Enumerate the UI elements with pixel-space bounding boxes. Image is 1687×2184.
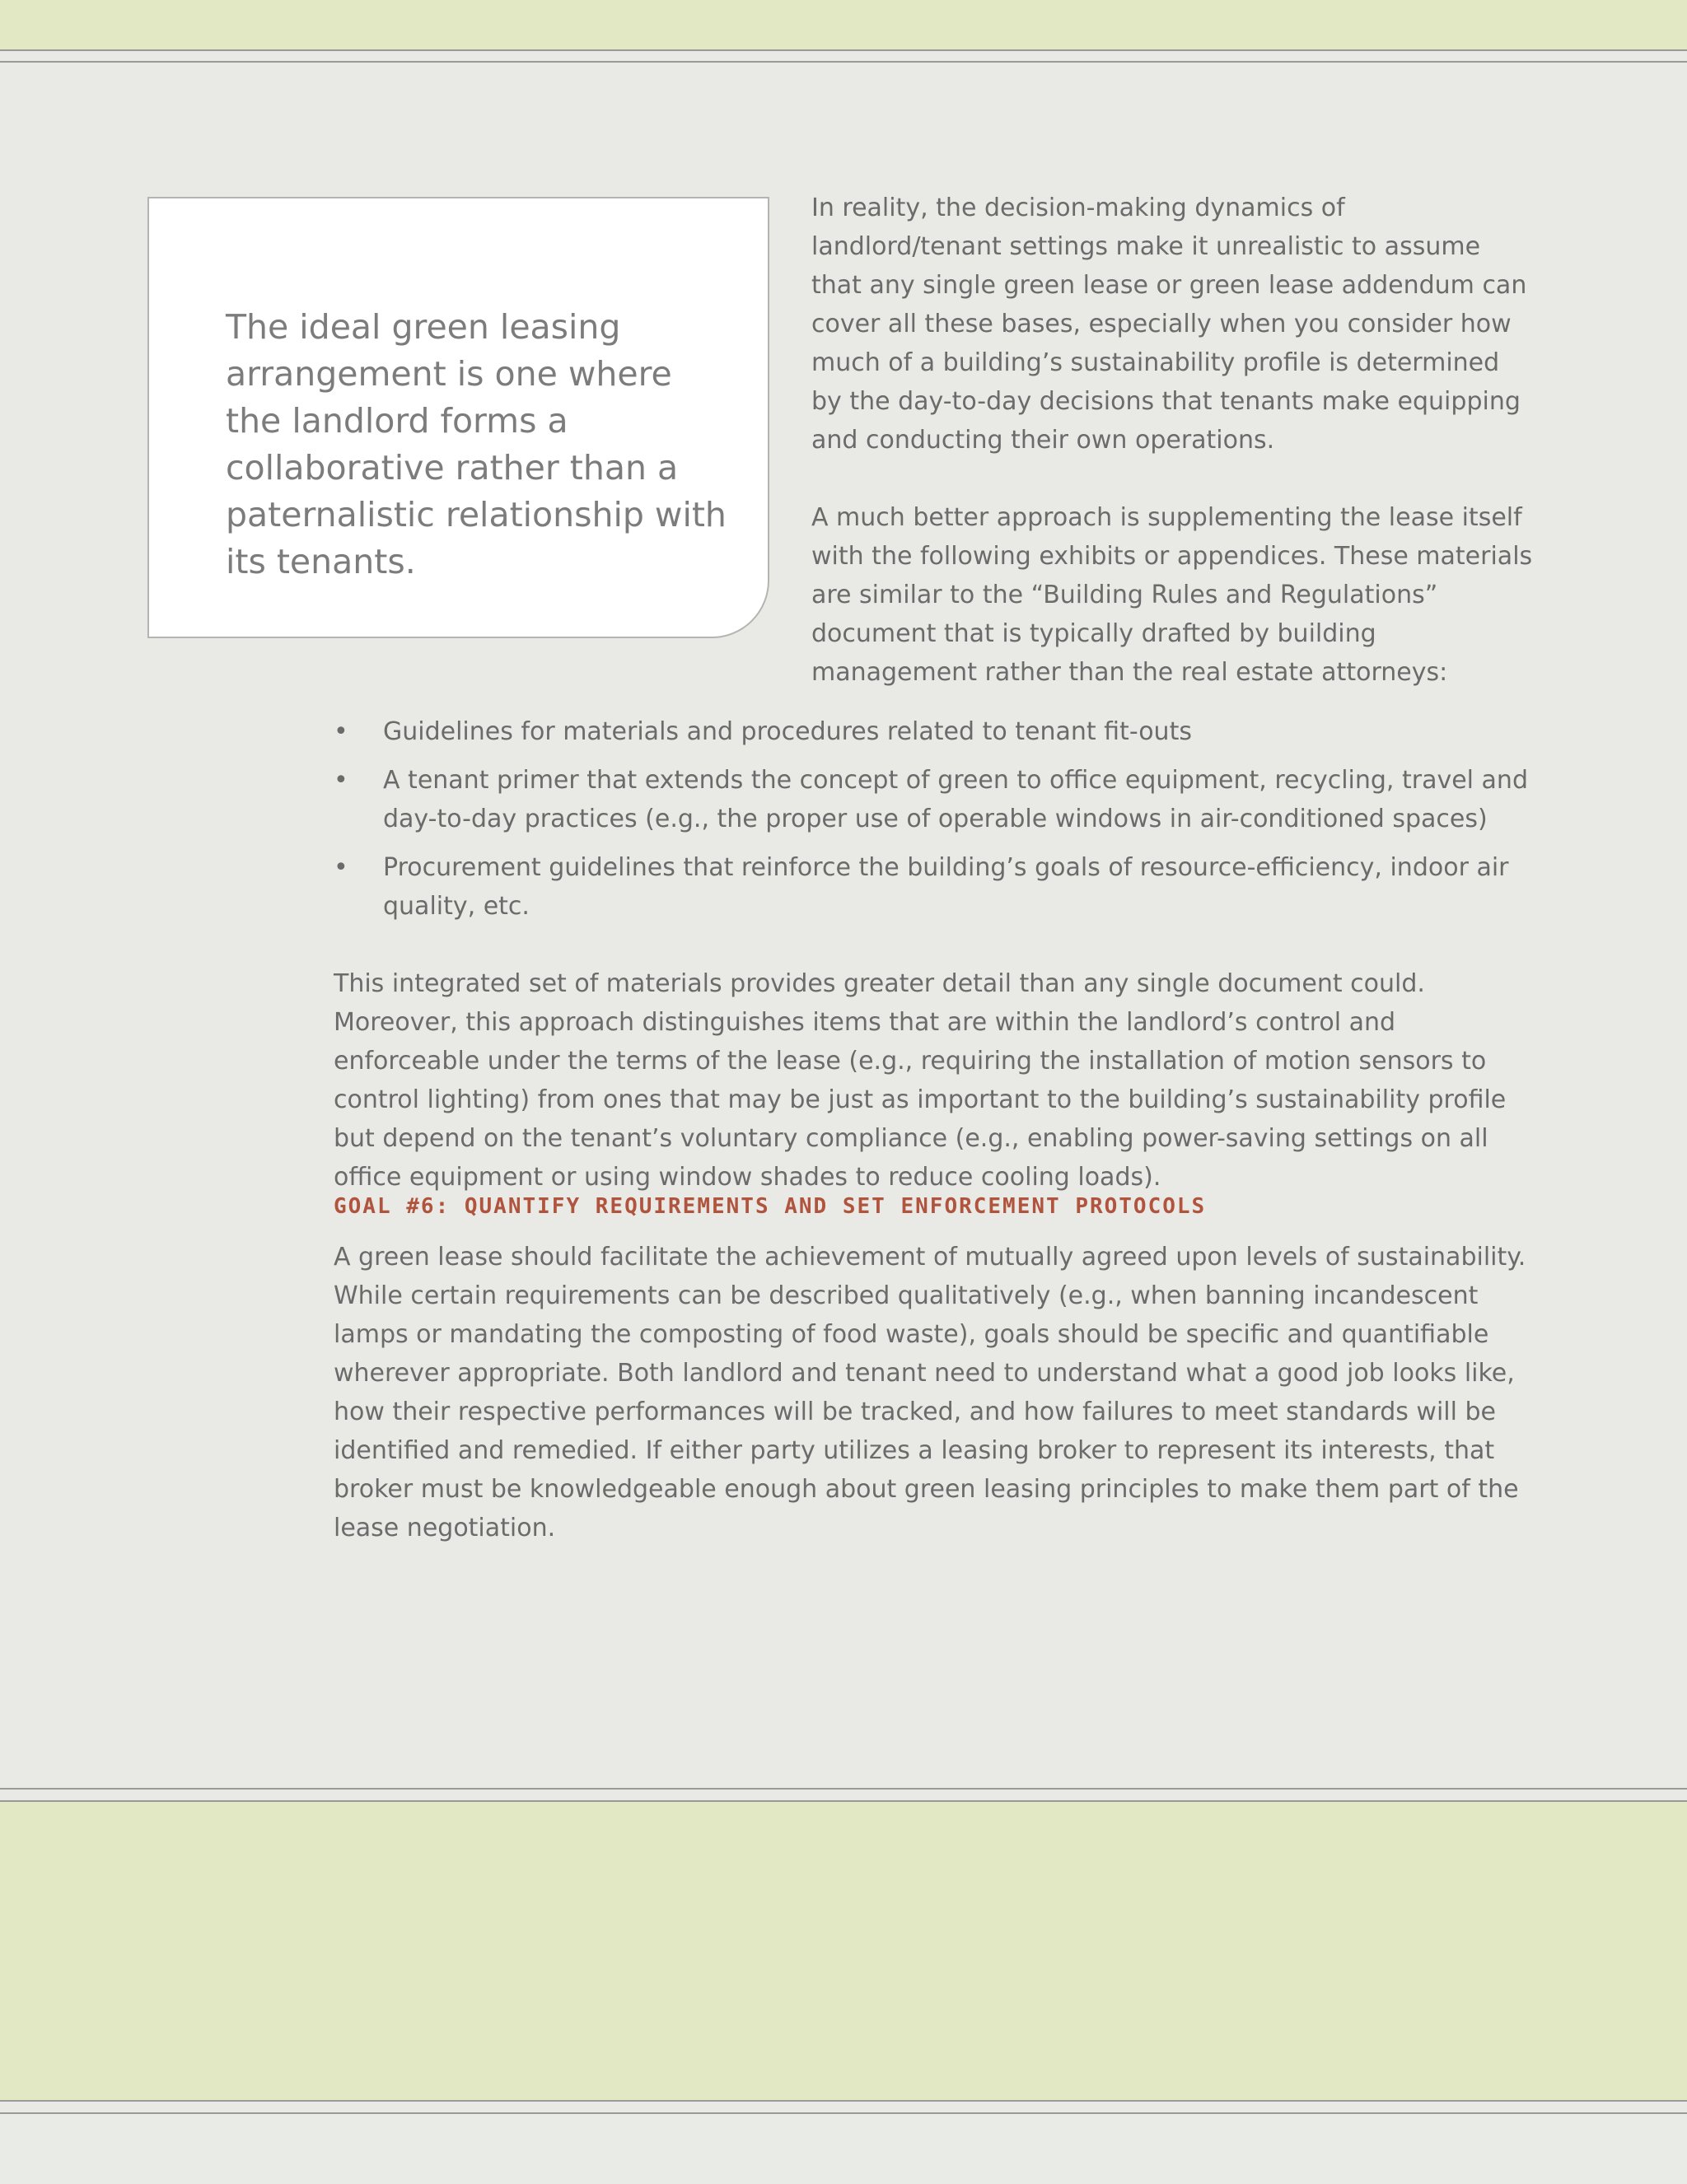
list-item (334, 848, 1536, 926)
right-column-paragraph-2: A much better approach is supplementing the lease itself with the following exhibits or appendices. These materials are similar to the “Building Rules and Regulations” document that is typically drafted by building management rather than the real estate attorneys: (811, 503, 1533, 687)
footer-rule-top (0, 2100, 1687, 2102)
list-item (334, 761, 1536, 838)
list-item-text: A tenant primer that extends the concept of green to office equipment, recycling, travel and day-to-day practices (e.g., the proper use of operable windows in air-conditioned spaces) (383, 766, 1528, 833)
goal-heading: GOAL #6: QUANTIFY REQUIREMENTS AND SET ENFORCEMENT PROTOCOLS (334, 1194, 1207, 1219)
bullet-icon: • (334, 717, 348, 746)
integrated-materials-paragraph: This integrated set of materials provides greater detail than any single document could. Moreover, this approach distinguishes items that are within the landlord’s control and enforceable under the terms of the lease (e.g., requiring the installation of motion sensors to control lighting) from ones that may be just as important to the building’s sustainability profile but depend on the tenant’s voluntary compliance (e.g., enabling power-saving settings on all office equipment or using window shades to reduce cooling loads). (334, 969, 1507, 1192)
footer-strip (0, 2115, 1687, 2184)
goal-paragraph: A green lease should facilitate the achievement of mutually agreed upon levels of sustainability. While certain requirements can be described qualitatively (e.g., when banning incandescent lamps or mandating the composting of food waste), goals should be specific and quantifiable wherever appropriate. Both landlord and tenant need to understand what a good job looks like, how their respective performances will be tracked, and how failures to meet standards will be identified and remedied. If either party utilizes a leasing broker to represent its interests, that broker must be knowledgeable enough about green leasing principles to make them part of the lease negotiation. (334, 1243, 1526, 1542)
footer-rule-bottom (0, 2112, 1687, 2114)
bottom-band (0, 1802, 1687, 2100)
top-rule (0, 49, 1687, 51)
right-column-paragraph-1: In reality, the decision-making dynamics of landlord/tenant settings make it unrealistic to assume that any single green lease or green lease addendum can cover all these bases, especially when you consider how much of a building’s sustainability profile is determined by the day-to-day decisions that tenants make equipping and conducting their own operations. (811, 194, 1527, 455)
list-item-text: Guidelines for materials and procedures related to tenant fit-outs (383, 717, 1192, 746)
top-rule-inner (0, 61, 1687, 63)
list-item (334, 712, 1536, 751)
bullet-icon: • (334, 766, 348, 795)
right-column (811, 189, 1536, 730)
exhibit-list (334, 712, 1536, 936)
top-band (0, 0, 1687, 49)
pull-quote-text: The ideal green leasing arrangement is one where the landlord forms a collaborative rather than a paternalistic relationship with its tenants. (226, 307, 727, 581)
pull-quote-box (147, 197, 769, 638)
bullet-icon: • (334, 853, 348, 882)
list-item-text: Procurement guidelines that reinforce the building’s goals of resource-efficiency, indoor air quality, etc. (383, 853, 1509, 921)
bottom-rule-outer (0, 1788, 1687, 1790)
